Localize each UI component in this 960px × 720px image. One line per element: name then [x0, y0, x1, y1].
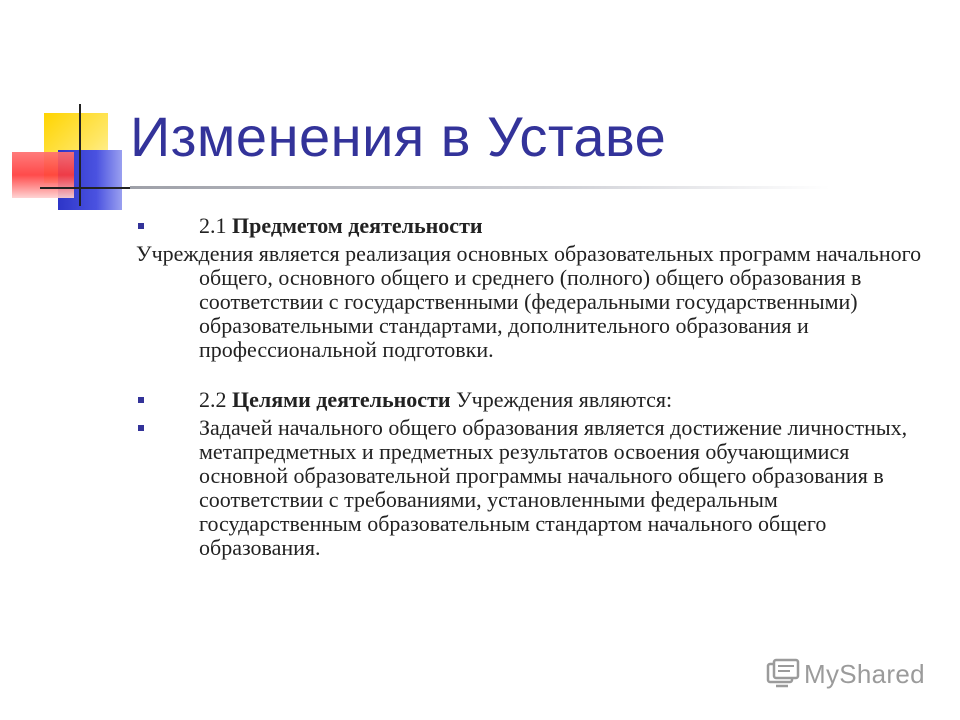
- item-prefix: 2.2: [199, 387, 232, 412]
- item-text: Учреждения являются:: [450, 387, 673, 412]
- slide-title: Изменения в Уставе: [130, 105, 667, 168]
- bullet-square-icon: [138, 425, 144, 431]
- item-bold-label: Предметом деятельности: [232, 213, 483, 238]
- bullet-square-icon: [138, 223, 144, 229]
- corner-decoration: [0, 0, 140, 230]
- red-square: [12, 152, 74, 198]
- slide-body: [136, 214, 936, 560]
- bullet-item-2-1: [136, 214, 936, 238]
- vertical-line: [79, 104, 81, 206]
- myshared-watermark: [766, 656, 925, 692]
- bullet-item-goals: [136, 416, 936, 560]
- bullet-square-icon: [138, 397, 144, 403]
- paragraph-subject: Учреждения является реализация основных образовательных программ начального общего, основного общего и среднего (полного) общего образования в соответствии с государственными (федеральными государственными) образовательными стандартами, дополнительного образования и профессиональной подготовки.: [136, 241, 922, 362]
- watermark-text: MyShared: [804, 658, 925, 689]
- title-underline: [130, 186, 830, 189]
- item-text: Задачей начального общего образования является достижение личностных, метапредметных и предметных результатов освоения обучающимися основной образовательной программы начального общего образования в соответствии с требованиями, установленными федеральным государственным образовательным стандартом начального общего образования.: [199, 415, 908, 560]
- item-bold-label: Целями деятельности: [232, 387, 451, 412]
- myshared-logo-icon: [766, 658, 800, 690]
- bullet-item-2-2: [136, 388, 936, 412]
- item-prefix: 2.1: [199, 213, 232, 238]
- horizontal-line: [40, 187, 136, 189]
